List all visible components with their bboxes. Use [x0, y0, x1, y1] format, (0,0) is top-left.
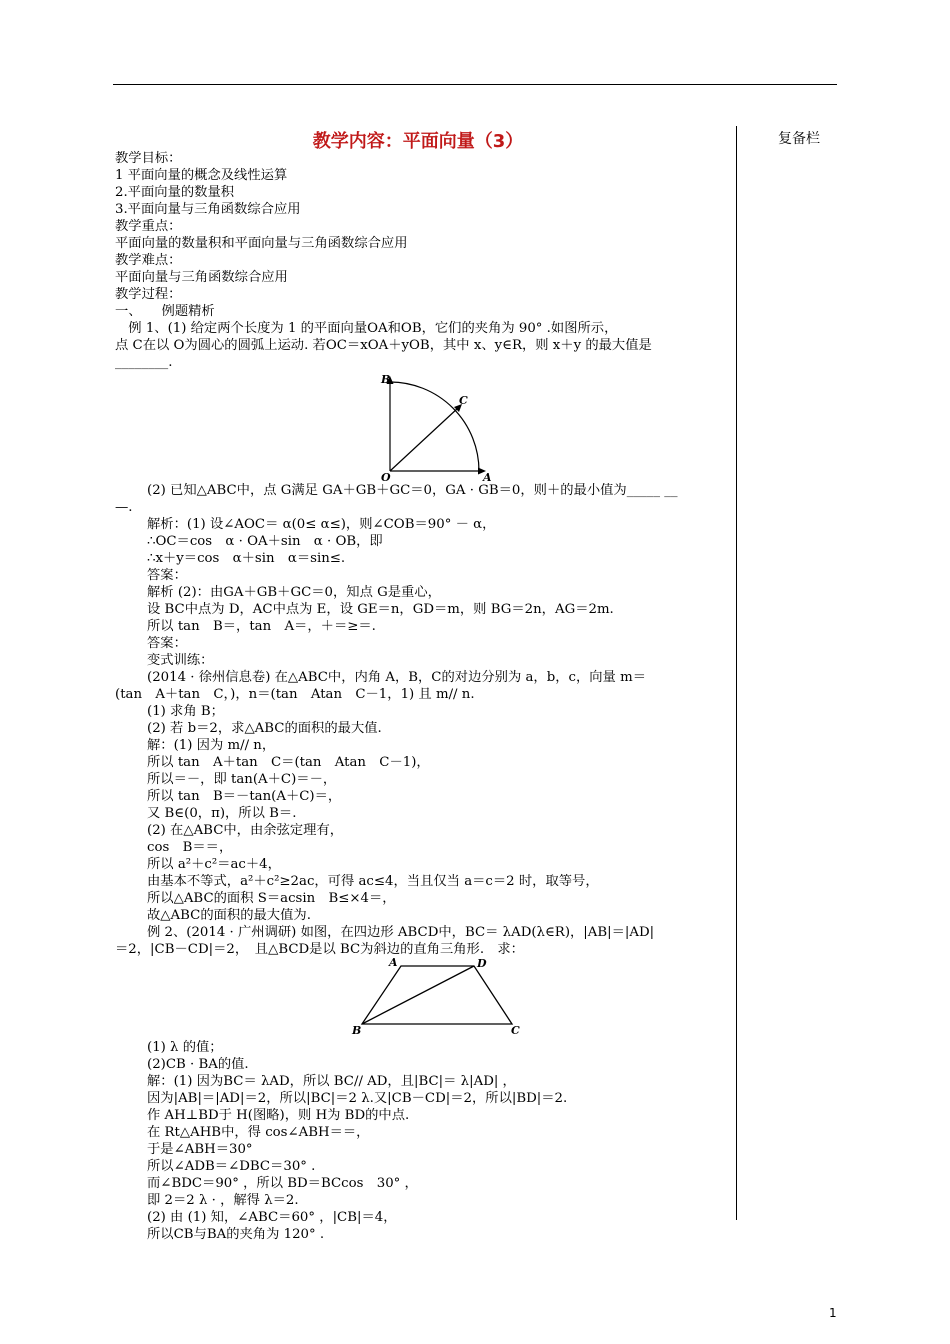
- block1-line: 教学目标：: [115, 151, 182, 166]
- label-b: B: [381, 373, 391, 386]
- block3-line: 所以 tan A＋tan C＝(tan Atan C－1)，: [147, 755, 430, 770]
- quadrilateral-diagram: [115, 958, 727, 1039]
- block3-line: ∴x＋y＝cos α＋sin α＝sin≤.: [147, 551, 346, 566]
- page-number: 1: [829, 1306, 837, 1320]
- block4-line: (1) λ 的值；: [147, 1040, 223, 1055]
- block1-line: 教学过程：: [115, 287, 182, 302]
- label-b: B: [352, 1024, 362, 1037]
- block4-line: 而∠BDC＝90° ，所以 BD＝BCcos 30° ，: [147, 1176, 418, 1191]
- block3-line: 答案：: [147, 636, 187, 651]
- block1-line: 平面向量与三角函数综合应用: [115, 270, 288, 285]
- label-d: D: [477, 958, 487, 970]
- block3-line: ＝2，|CB－CD|＝2， 且△BCD是以 BC为斜边的直角三角形. 求：: [115, 942, 524, 957]
- quarter-circle-diagram: [115, 371, 727, 482]
- block2-line: —.: [115, 500, 133, 515]
- label-o: O: [381, 471, 391, 482]
- objectives-block: [115, 150, 727, 371]
- block1-line: 例 1、(1) 给定两个长度为 1 的平面向量OA和OB，它们的夹角为 90° .如图所示，: [115, 321, 618, 336]
- document-body: [115, 150, 727, 1243]
- label-a: A: [483, 471, 492, 482]
- block3-line: (2014 · 徐州信息卷) 在△ABC中，内角 A，B，C的对边分别为 a，b，c，向量 m＝: [147, 670, 646, 685]
- label-c: C: [511, 1024, 520, 1037]
- block3-line: 由基本不等式，a²＋c²≥2ac，可得 ac≤4，当且仅当 a＝c＝2 时，取等号，: [147, 874, 599, 889]
- block2-line: (2) 已知△ABC中，点 G满足 GA＋GB＋GC＝0，GA · GB＝0，则＋的最小值为_____ __: [147, 483, 678, 498]
- block1-line: 2.平面向量的数量积: [115, 185, 235, 200]
- block3-line: 答案：: [147, 568, 187, 583]
- block3-line: 所以△ABC的面积 S＝acsin B≤×4＝，: [147, 891, 396, 906]
- block3-line: 解析 (2)：由GA＋GB＋GC＝0，知点 G是重心，: [147, 585, 441, 600]
- block4-line: (2) 由 (1) 知，∠ABC＝60° ，|CB|＝4，: [147, 1210, 397, 1225]
- block3-line: 解析：(1) 设∠AOC＝ α(0≤ α≤)，则∠COB＝90° － α，: [147, 517, 496, 532]
- block3-line: cos B＝＝，: [147, 840, 233, 855]
- block3-line: 所以 a²＋c²＝ac＋4，: [147, 857, 281, 872]
- block4-line: 即 2＝2 λ · ，解得 λ＝2.: [147, 1193, 299, 1208]
- block3-line: 所以 tan B＝，tan A＝，＋＝≥＝.: [147, 619, 376, 634]
- block1-line: 点 C在以 O为圆心的圆弧上运动. 若OC＝xOA＋yOB，其中 x、y∈R，则 x＋y 的最大值是: [115, 338, 652, 353]
- label-a: A: [389, 958, 398, 969]
- block1-line: 一、 例题精析: [115, 304, 215, 319]
- block3-line: 设 BC中点为 D，AC中点为 E，设 GE＝n，GD＝m，则 BG＝2n，AG＝2m.: [147, 602, 614, 617]
- block3-line: 例 2、(2014 · 广州调研) 如图，在四边形 ABCD中，BC＝ λAD(λ∈R)，|AB|＝|AD|: [147, 925, 655, 940]
- block1-line: 教学难点：: [115, 253, 182, 268]
- top-rule: [113, 84, 837, 85]
- block4-line: 于是∠ABH＝30°: [147, 1142, 253, 1157]
- figure-1: [115, 371, 727, 482]
- figure-2: [115, 958, 727, 1039]
- block4-line: 作 AH⊥BD于 H(图略)，则 H为 BD的中点.: [147, 1108, 410, 1123]
- block3-line: 又 B∈(0，π)，所以 B＝.: [147, 806, 297, 821]
- block1-line: 平面向量的数量积和平面向量与三角函数综合应用: [115, 236, 408, 251]
- sidebar-title: 复备栏: [778, 131, 820, 147]
- block3-line: 解：(1) 因为 m// n，: [147, 738, 276, 753]
- block3-line: 变式训练：: [147, 653, 214, 668]
- block1-line: 3.平面向量与三角函数综合应用: [115, 202, 301, 217]
- question-2-block: [115, 482, 727, 516]
- block3-line: 故△ABC的面积的最大值为.: [147, 908, 311, 923]
- block4-line: (2)CB · BA的值.: [147, 1057, 249, 1072]
- example-2-solution-block: [115, 1039, 727, 1243]
- block3-line: 所以＝－，即 tan(A＋C)＝－，: [147, 772, 337, 787]
- block4-line: 因为|AB|＝|AD|＝2，所以|BC|＝2 λ.又|CB－CD|＝2，所以|BD|＝2.: [147, 1091, 568, 1106]
- block3-line: ∴OC＝cos α · OA＋sin α · OB，即: [147, 534, 383, 549]
- block3-line: (tan A＋tan C，)，n＝(tan Atan C－1，1) 且 m// n.: [115, 687, 475, 702]
- block4-line: 在 Rt△AHB中，得 cos∠ABH＝＝，: [147, 1125, 370, 1140]
- block3-line: 所以 tan B＝－tan(A＋C)＝，: [147, 789, 342, 804]
- block3-line: (1) 求角 B；: [147, 704, 224, 719]
- label-c: C: [459, 394, 468, 407]
- block1-line: ________.: [115, 355, 173, 370]
- block4-line: 解：(1) 因为BC＝ λAD，所以 BC// AD，且|BC|＝ λ|AD| ，: [147, 1074, 516, 1089]
- block4-line: 所以∠ADB＝∠DBC＝30° .: [147, 1159, 316, 1174]
- block1-line: 教学重点：: [115, 219, 182, 234]
- block3-line: (2) 若 b＝2，求△ABC的面积的最大值.: [147, 721, 382, 736]
- sidebar-divider: [736, 126, 737, 1220]
- block4-line: 所以CB与BA的夹角为 120° .: [147, 1227, 325, 1242]
- block3-line: (2) 在△ABC中，由余弦定理有，: [147, 823, 344, 838]
- solution-block: [115, 516, 727, 958]
- page-title: 教学内容：平面向量（3）: [312, 131, 524, 152]
- block1-line: 1 平面向量的概念及线性运算: [115, 168, 288, 183]
